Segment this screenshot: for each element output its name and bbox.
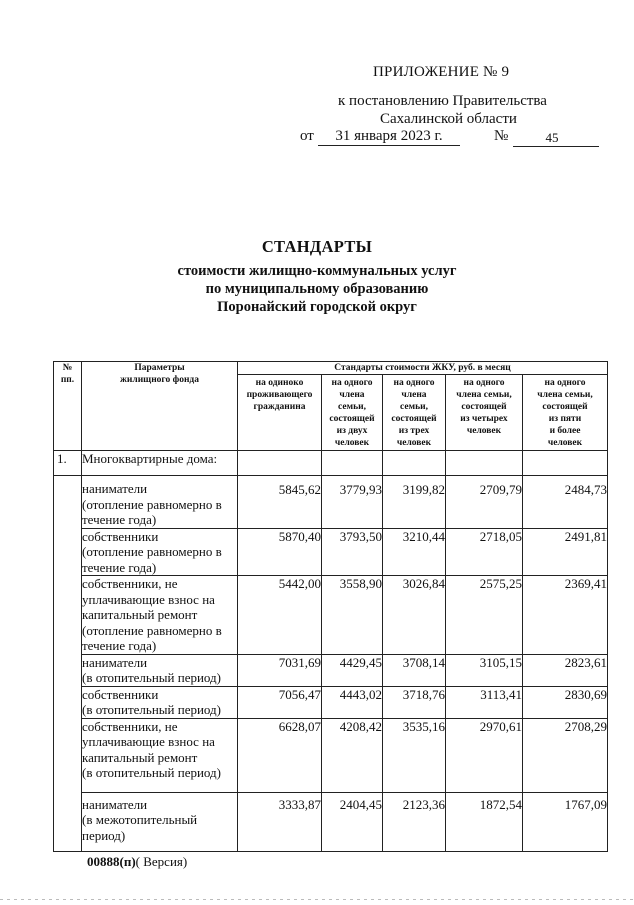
row-label: собственники, не уплачивающие взнос на капитальный ремонт (в отопительный период): [82, 718, 238, 792]
value-cell: 2830,69: [523, 686, 608, 718]
table-row: [54, 476, 608, 529]
value-cell: 3718,76: [383, 686, 446, 718]
value-cell: 2404,45: [322, 792, 383, 851]
row-label: наниматели (в отопительный период): [82, 654, 238, 686]
value-cell: 4429,45: [322, 654, 383, 686]
subcol-header-1: на одиноко проживающего гражданина: [238, 375, 322, 451]
number-label: №: [494, 128, 509, 144]
section-number-span: [54, 476, 82, 852]
value-cell: 3199,82: [383, 476, 446, 529]
appendix-number: ПРИЛОЖЕНИЕ № 9: [373, 64, 510, 80]
row-label: собственники (отопление равномерно в течение года): [82, 528, 238, 576]
code-number: 00888(п): [87, 854, 136, 869]
section-number: 1.: [54, 451, 82, 476]
code-version: ( Версия): [135, 854, 188, 869]
row-label: наниматели (отопление равномерно в течение года): [82, 476, 238, 529]
empty-cell: [238, 451, 322, 476]
value-cell: 1872,54: [446, 792, 523, 851]
table-row: [54, 654, 608, 686]
decree-line-1: к постановлению Правительства: [338, 93, 547, 109]
value-cell: 3333,87: [238, 792, 322, 851]
table-row: [54, 686, 608, 718]
value-cell: 3026,84: [383, 576, 446, 655]
empty-cell: [383, 451, 446, 476]
decree-date-line: [300, 128, 600, 148]
col-group-header: Стандарты стоимости ЖКУ, руб. в месяц: [238, 362, 608, 375]
decree-number: 45: [513, 128, 599, 147]
section-label: Многоквартирные дома:: [82, 451, 238, 476]
value-cell: 7031,69: [238, 654, 322, 686]
value-cell: 4208,42: [322, 718, 383, 792]
col-number-header: № пп.: [54, 362, 82, 451]
value-cell: 6628,07: [238, 718, 322, 792]
row-label: собственники (в отопительный период): [82, 686, 238, 718]
value-cell: 3793,50: [322, 528, 383, 576]
subtitle-line-3: Поронайский городской округ: [217, 299, 417, 315]
row-label: собственники, не уплачивающие взнос на капитальный ремонт (отопление равномерно в течение года): [82, 576, 238, 655]
value-cell: 2823,61: [523, 654, 608, 686]
standards-table: [53, 361, 608, 852]
value-cell: 2575,25: [446, 576, 523, 655]
from-label: от: [300, 128, 314, 144]
document-title: СТАНДАРТЫ: [261, 237, 373, 256]
table-row: [54, 576, 608, 655]
value-cell: 2491,81: [523, 528, 608, 576]
value-cell: 2484,73: [523, 476, 608, 529]
subtitle-line-2: по муниципальному образованию: [205, 281, 429, 297]
value-cell: 7056,47: [238, 686, 322, 718]
value-cell: 5870,40: [238, 528, 322, 576]
value-cell: 3708,14: [383, 654, 446, 686]
empty-cell: [446, 451, 523, 476]
decree-line-2: Сахалинской области: [380, 111, 517, 127]
value-cell: 2708,29: [523, 718, 608, 792]
empty-cell: [523, 451, 608, 476]
table-row: [54, 792, 608, 851]
value-cell: 5845,62: [238, 476, 322, 529]
value-cell: 1767,09: [523, 792, 608, 851]
subtitle-line-1: стоимости жилищно-коммунальных услуг: [177, 263, 457, 279]
decree-date: 31 января 2023 г.: [318, 128, 460, 146]
value-cell: 3558,90: [322, 576, 383, 655]
value-cell: 3105,15: [446, 654, 523, 686]
table-row: [54, 528, 608, 576]
empty-cell: [322, 451, 383, 476]
value-cell: 3535,16: [383, 718, 446, 792]
subcol-header-2: на одного члена семьи, состоящей из двух человек: [322, 375, 383, 451]
value-cell: 2369,41: [523, 576, 608, 655]
scan-edge-line: [0, 899, 634, 900]
subcol-header-3: на одного члена семьи, состоящей из трех человек: [383, 375, 446, 451]
value-cell: 2718,05: [446, 528, 523, 576]
section-row: [54, 451, 608, 476]
value-cell: 4443,02: [322, 686, 383, 718]
value-cell: 3210,44: [383, 528, 446, 576]
document-code: [87, 854, 187, 870]
col-params-header: Параметры жилищного фонда: [82, 362, 238, 451]
value-cell: 2123,36: [383, 792, 446, 851]
subcol-header-5: на одного члена семьи, состоящей из пяти и более человек: [523, 375, 608, 451]
value-cell: 5442,00: [238, 576, 322, 655]
value-cell: 3113,41: [446, 686, 523, 718]
value-cell: 2970,61: [446, 718, 523, 792]
table-row: [54, 718, 608, 792]
value-cell: 2709,79: [446, 476, 523, 529]
value-cell: 3779,93: [322, 476, 383, 529]
row-label: наниматели (в межотопительный период): [82, 792, 238, 851]
subcol-header-4: на одного члена семьи, состоящей из четырех человек: [446, 375, 523, 451]
